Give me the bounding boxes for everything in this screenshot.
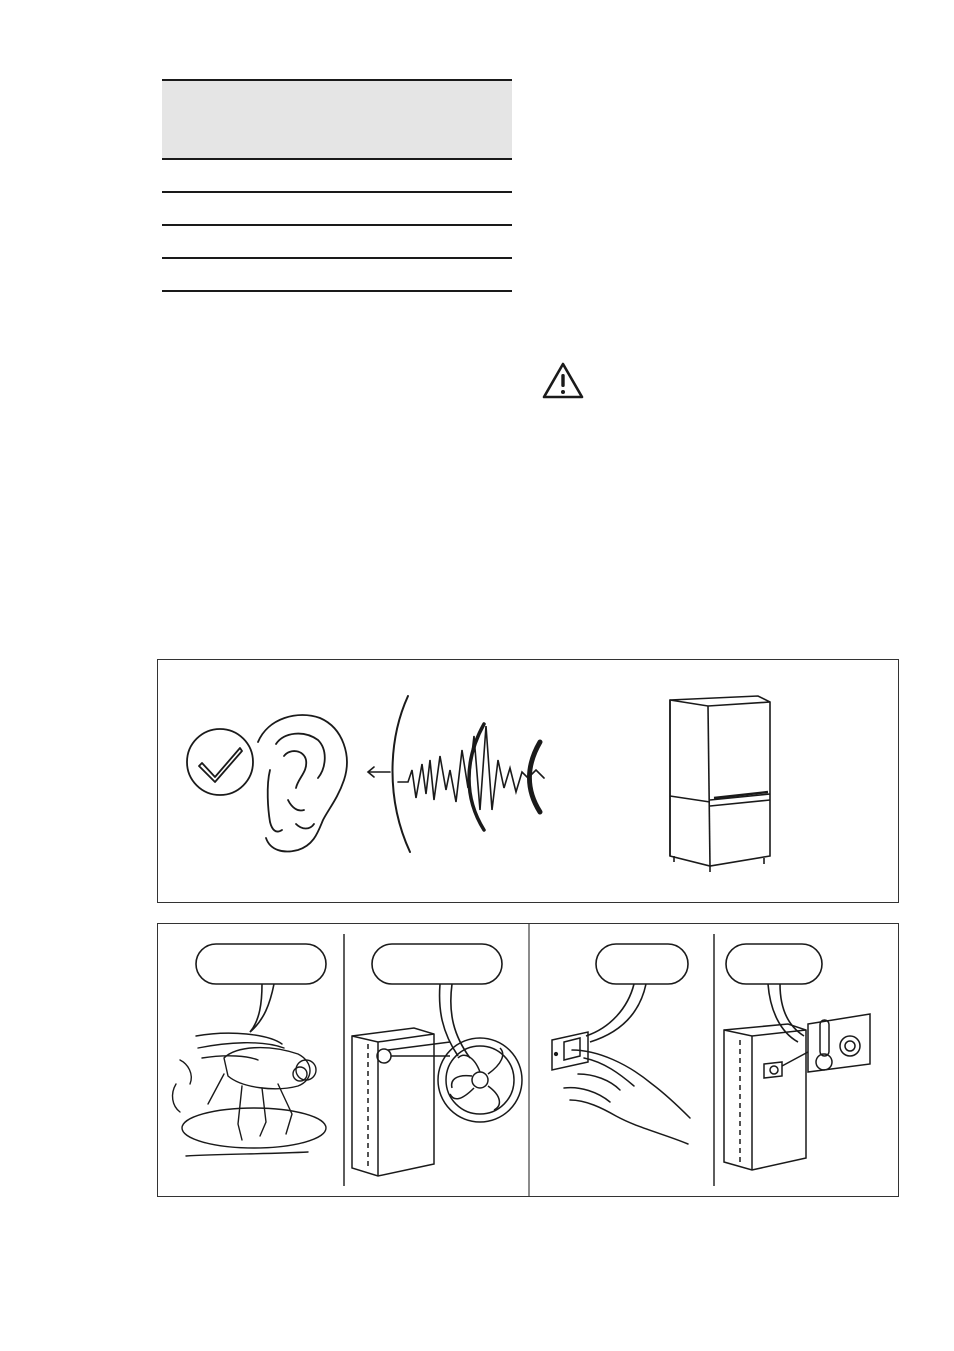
fan-icon	[352, 1028, 522, 1176]
check-circle-icon	[187, 729, 253, 795]
warning-triangle-icon	[541, 361, 585, 401]
fridge-freezer-icon	[670, 696, 770, 872]
ear-icon	[258, 715, 347, 852]
table-header	[162, 79, 512, 160]
data-table	[162, 79, 512, 292]
table-row	[162, 259, 512, 292]
noise-causes-panel	[157, 923, 899, 1197]
table-row	[162, 193, 512, 226]
thermostat-icon	[724, 1014, 870, 1170]
table-row	[162, 226, 512, 259]
switch-press-icon	[552, 1032, 690, 1144]
normal-sounds-panel	[157, 659, 899, 903]
insect-buzz-icon	[173, 1033, 326, 1156]
table-row	[162, 160, 512, 193]
speech-bubbles	[196, 944, 822, 1058]
sound-wave-icon	[368, 696, 544, 852]
